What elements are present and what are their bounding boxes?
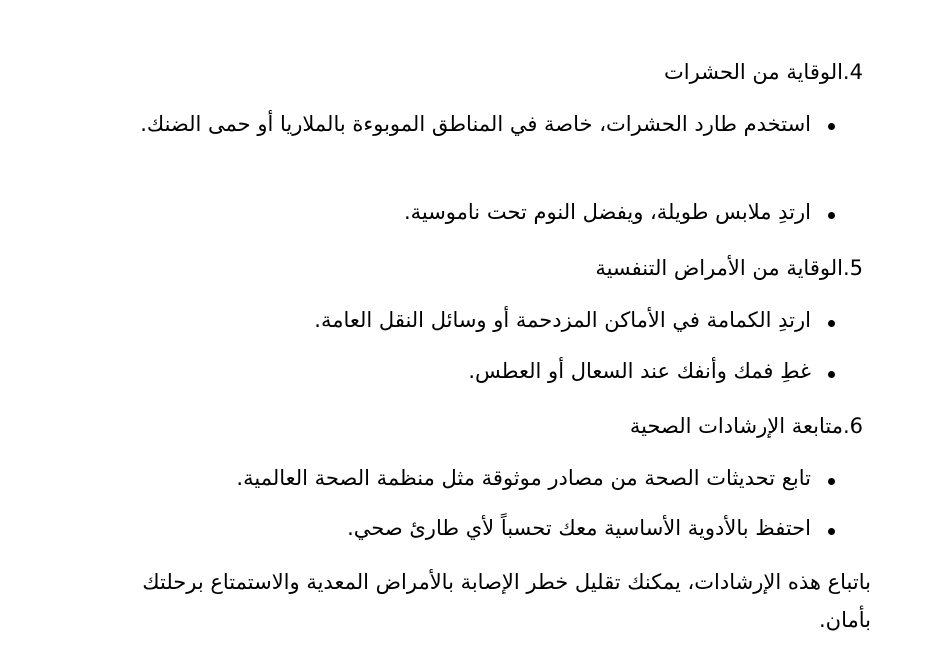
bullet-icon [828,528,835,535]
list-item-cover-mouth: غطِ فمك وأنفك عند السعال أو العطس. [468,359,811,383]
closing-paragraph: باتباع هذه الإرشادات، يمكنك تقليل خطر الإصابة بالأمراض المعدية والاستمتاع برحلتك بأمان. [142,570,871,632]
bullet-icon [828,371,835,378]
bullet-icon [828,123,835,130]
section-heading-5: 5.الوقاية من الأمراض التنفسية [595,256,863,280]
list-item-health-updates: تابع تحديثات الصحة من مصادر موثوقة مثل منظمة الصحة العالمية. [236,466,811,490]
bullet-icon [828,478,835,485]
list-item-long-clothes: ارتدِ ملابس طويلة، ويفضل النوم تحت ناموسية. [403,200,811,224]
list-item-insect-repellent [121,106,811,142]
section-heading-4: 4.الوقاية من الحشرات [664,60,863,84]
list-item-mask: ارتدِ الكمامة في الأماكن المزدحمة أو وسائل النقل العامة. [314,308,811,332]
bullet-icon [828,212,835,219]
list-item-text: استخدم طارد الحشرات، خاصة في المناطق الموبوءة بالملاريا أو حمى الضنك. [140,112,811,136]
section-heading-6: 6.متابعة الإرشادات الصحية [629,414,863,438]
bullet-icon [828,320,835,327]
list-item-medicines: احتفظ بالأدوية الأساسية معك تحسباً لأي طارئ صحي. [347,516,811,540]
